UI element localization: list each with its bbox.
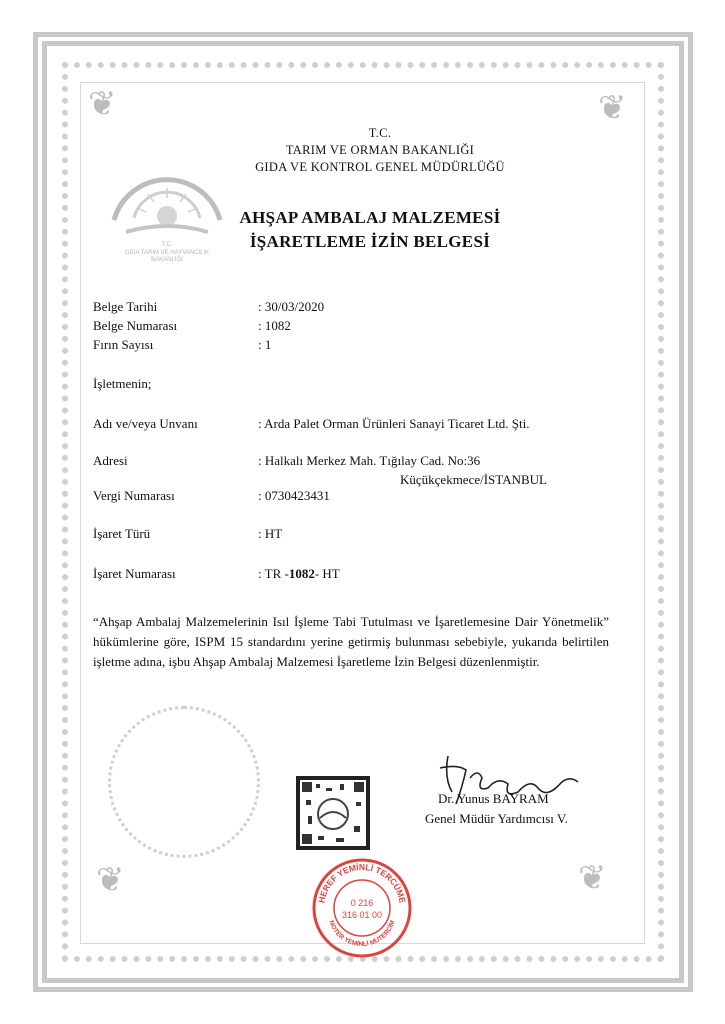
stamp-line-1: 0 216 (350, 898, 374, 908)
header-line-directorate: GIDA VE KONTROL GENEL MÜDÜRLÜĞÜ (255, 160, 505, 174)
field-adres-line2 (400, 471, 547, 488)
field-label: Adı ve/veya Unvanı (93, 416, 198, 431)
signature-scribble (418, 748, 608, 818)
faded-seal (108, 706, 260, 858)
field-label: İşaret Numarası (93, 566, 176, 581)
field-label: Vergi Numarası (93, 488, 175, 503)
field-label: Belge Tarihi (93, 299, 158, 314)
signatory-name: Dr. Yunus BAYRAM (438, 791, 549, 806)
svg-text:T.C.: T.C. (161, 242, 173, 248)
field-value: : Halkalı Merkez Mah. Tığılay Cad. No:36 (258, 453, 481, 468)
svg-text:GIDA TARIM VE HAYVANCILIK: GIDA TARIM VE HAYVANCILIK (124, 250, 210, 256)
field-value: : 1082 (258, 318, 291, 333)
ornament-bottom-right-icon: ❦ (578, 860, 607, 897)
field-value (258, 565, 340, 582)
certificate-statement: “Ahşap Ambalaj Malzemelerinin Isıl İşleme Tabi Tutulması ve İşaretlemesine Dair Yönetmelik” hükümlerine göre, ISPM 15 standardını yerine getirmiş bulunması sebebiyle, yukarıda belirtilen işletme adına, işbu Ahşap Ambalaj Malzemesi İşaretleme İzin Belgesi düzenlenmiştir. (93, 614, 609, 669)
issuer-header (200, 125, 560, 176)
field-value: : Arda Palet Orman Ürünleri Sanayi Ticaret Ltd. Şti. (258, 416, 530, 431)
field-label: Belge Numarası (93, 318, 178, 333)
field-value: : HT (258, 526, 283, 541)
title-line-1: AHŞAP AMBALAJ MALZEMESİ (239, 208, 501, 227)
field-value: : 30/03/2020 (258, 299, 325, 314)
svg-text:BAKANLIĞI: BAKANLIĞI (151, 257, 183, 263)
mark-suffix: - HT (314, 566, 340, 581)
signatory-title: Genel Müdür Yardımcısı V. (425, 811, 568, 826)
field-label: İşaret Türü (93, 526, 151, 541)
header-line-ministry: TARIM VE ORMAN BAKANLIĞI (285, 143, 475, 157)
stamp-bottom-text: NOTER YEMİNLİ MÜTERCİM (327, 919, 397, 949)
header-line-tc: T.C. (368, 126, 392, 140)
translator-stamp (310, 856, 414, 960)
title-line-2: İŞARETLEME İZİN BELGESİ (249, 232, 491, 251)
field-value: : 1 (258, 337, 272, 352)
field-value: Küçükçekmece/İSTANBUL (400, 472, 547, 487)
mark-prefix: : TR - (258, 566, 289, 581)
ornament-bottom-left-icon: ❦ (96, 862, 125, 899)
ornament-top-right-icon: ❦ (598, 90, 627, 127)
field-label: Fırın Sayısı (93, 337, 154, 352)
field-label: Adresi (93, 453, 128, 468)
document-title (190, 206, 550, 254)
field-value: : 0730423431 (258, 488, 330, 503)
mark-number: 1082 (288, 566, 315, 581)
security-code-icon (296, 776, 370, 850)
field-label: İşletmenin; (93, 376, 152, 391)
stamp-top-text: HEREF YEMİNLİ TERCÜME (316, 861, 408, 904)
svg-text:NOTER YEMİNLİ MÜTERCİM (327, 920, 396, 948)
ornament-top-left-icon: ❦ (88, 86, 117, 123)
stamp-line-2: 316 01 00 (341, 910, 383, 920)
